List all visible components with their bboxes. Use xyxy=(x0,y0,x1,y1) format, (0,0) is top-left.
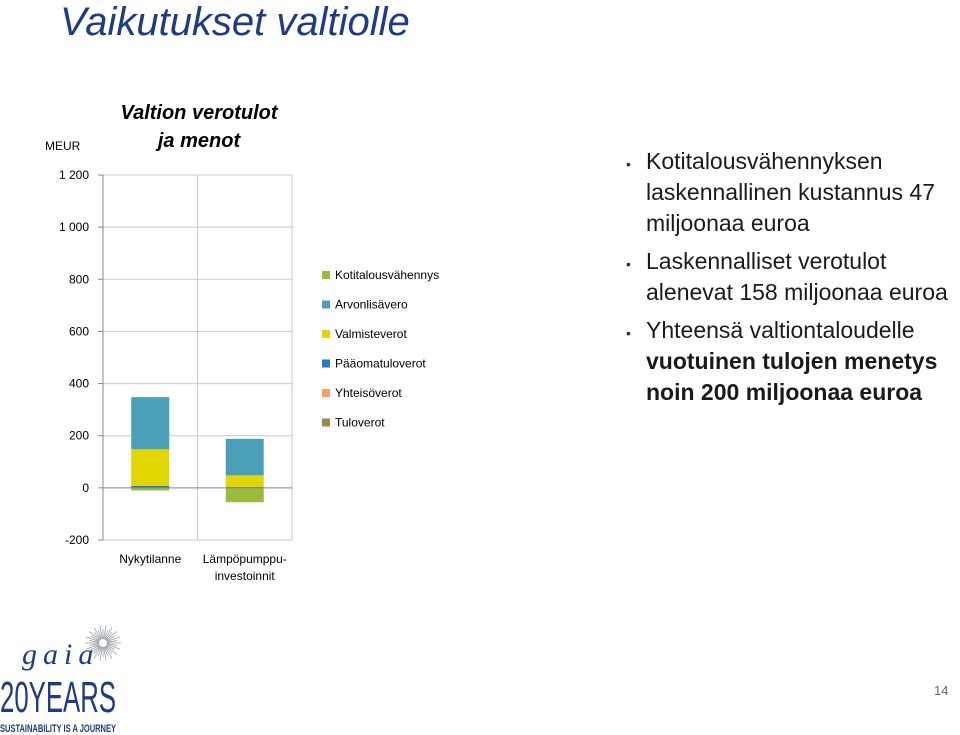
bullet-text: Laskennalliset verotulot alenevat 158 miljoonaa euroa xyxy=(646,248,948,305)
y-axis-label: MEUR xyxy=(45,139,81,153)
y-tick-label: -200 xyxy=(64,533,89,547)
legend-swatch-icon xyxy=(322,301,330,309)
bullet-text: Kotitalousvähennyksen laskennallinen kustannus 47 miljoonaa euroa xyxy=(646,148,935,236)
bullet-text: Yhteensä valtiontaloudelle xyxy=(646,317,915,343)
y-tick-label: 800 xyxy=(68,272,89,287)
legend-swatch-icon xyxy=(322,419,330,427)
bullet-dot-icon: • xyxy=(626,256,631,272)
x-tick-label: investoinnit xyxy=(214,569,275,583)
logo-word: gaia xyxy=(22,638,100,671)
bar-segment-kotitalousvähennys xyxy=(226,488,264,502)
gaia-20-years-logo xyxy=(0,624,130,735)
legend-label: Arvonlisävero xyxy=(335,297,408,312)
legend-swatch-icon xyxy=(322,271,330,279)
chart-title: Valtion verotulot xyxy=(120,102,278,124)
legend-swatch-icon xyxy=(322,330,330,338)
bullet-list xyxy=(624,146,960,415)
legend-label: Tuloverot xyxy=(335,415,385,430)
x-tick-label: Lämpöpumppu- xyxy=(202,552,287,566)
y-tick-label: 200 xyxy=(68,428,89,443)
bullet-dot-icon: • xyxy=(626,156,631,172)
bullet-bold-text: vuotuinen tulojen menetys noin 200 miljoonaa euroa xyxy=(646,348,938,405)
bar-segment-valmisteverot xyxy=(226,475,264,487)
slide-title: Vaikutukset valtiolle xyxy=(60,0,410,44)
chart-title: ja menot xyxy=(157,130,241,152)
legend-swatch-icon xyxy=(322,389,330,397)
y-tick-label: 1 200 xyxy=(58,168,89,182)
bar-segment-arvonlisävero xyxy=(131,397,169,449)
page-number: 14 xyxy=(934,683,949,698)
logo-tagline: SUSTAINABILITY IS A JOURNEY xyxy=(0,723,117,735)
legend-swatch-icon xyxy=(322,360,330,368)
bullet-dot-icon: • xyxy=(626,325,631,341)
bullet-item xyxy=(624,146,960,239)
legend-label: Kotitalousvähennys xyxy=(335,268,440,282)
bullet-item xyxy=(624,246,960,308)
logo-years: 20YEARS xyxy=(0,673,116,722)
x-tick-label: Nykytilanne xyxy=(119,552,182,566)
bar-segment-valmisteverot xyxy=(131,449,169,486)
legend-label: Yhteisöverot xyxy=(335,386,402,400)
y-tick-label: 0 xyxy=(82,480,89,495)
bar-segment-arvonlisävero xyxy=(226,439,264,476)
chart-legend xyxy=(322,268,439,430)
legend-label: Valmisteverot xyxy=(335,327,407,341)
y-tick-label: 1 000 xyxy=(58,220,89,235)
bullet-item xyxy=(624,315,960,408)
chart-labels xyxy=(45,102,287,583)
legend-label: Pääomatuloverot xyxy=(335,356,426,371)
y-tick-label: 600 xyxy=(68,324,89,339)
y-tick-label: 400 xyxy=(68,376,89,391)
